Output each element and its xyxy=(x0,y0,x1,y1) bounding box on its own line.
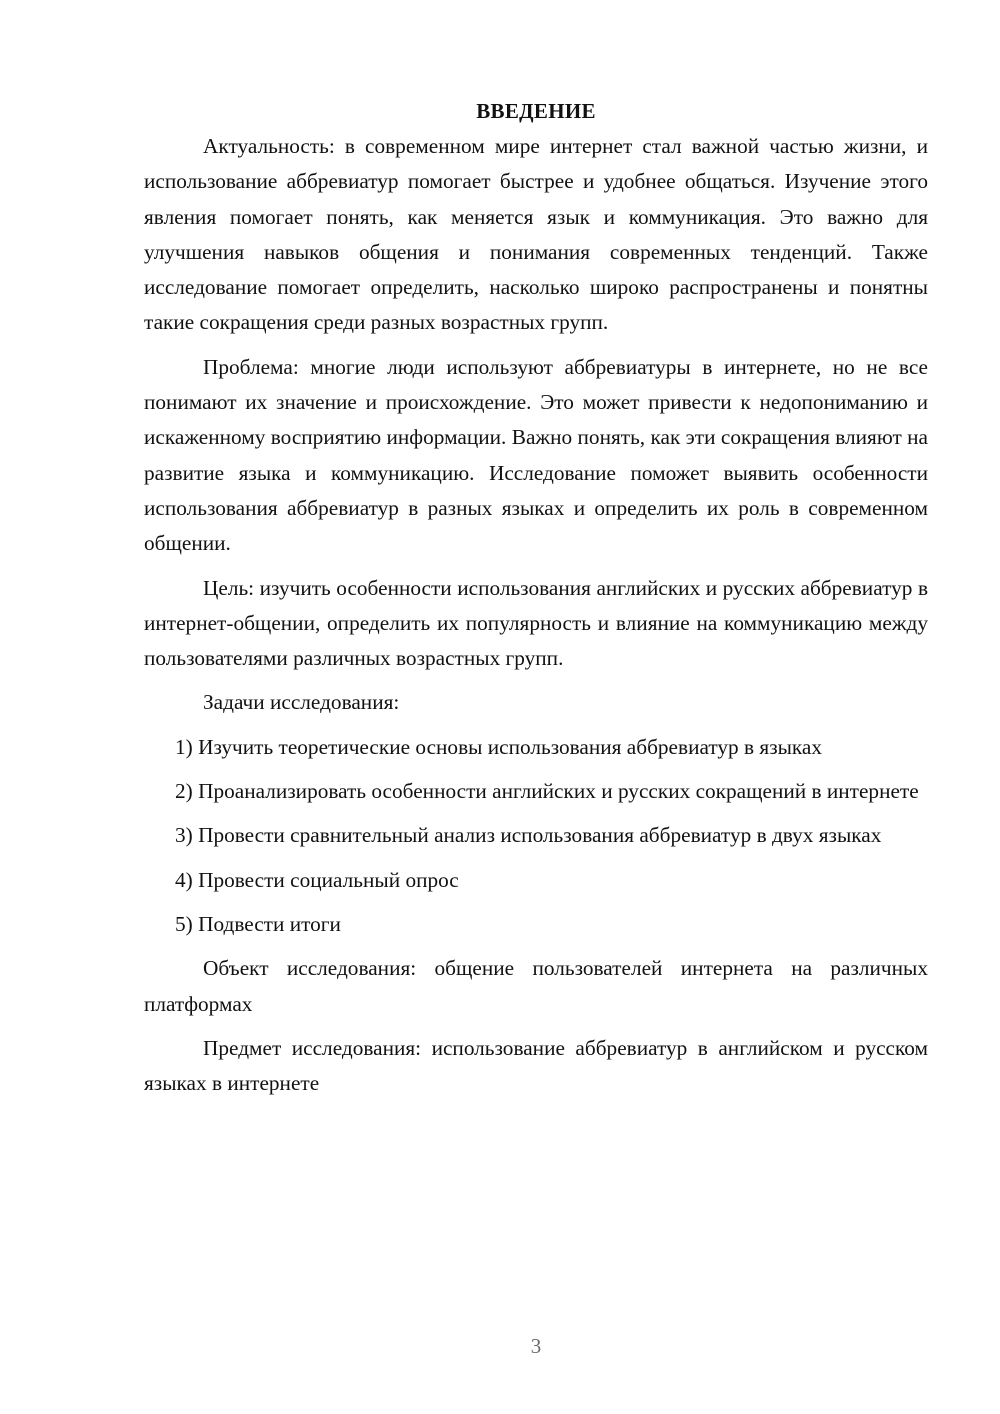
task-item: 4) Провести социальный опрос xyxy=(175,867,459,892)
paragraph-object: Объект исследования: общение пользователей интернета на различных платформах xyxy=(144,956,928,1016)
paragraph-subject: Предмет исследования: использование аббревиатур в английском и русском языках в интернете xyxy=(144,1035,928,1096)
task-item: 2) Проанализировать особенности английских и русских сокращений в интернете xyxy=(175,779,919,804)
task-item: 5) Подвести итоги xyxy=(175,911,341,936)
task-item: 3) Провести сравнительный анализ использования аббревиатур в двух языках xyxy=(175,823,882,848)
paragraph-problem: Проблема: многие люди используют аббревиатуры в интернете, но не все понимают их значение и происхождение. Это может привести к недопониманию и искаженному восприятию информации. Важно понять, как эти сокращения влияют на развитие языка и коммуникацию. Исследование поможет выявить особенности использования аббревиатур в разных языках и определить их роль в современном общении. xyxy=(144,354,928,556)
paragraph-goal: Цель: изучить особенности использования английских и русских аббревиатур в интернет-общении, определить их популярность и влияние на коммуникацию между пользователями различных возрастных групп. xyxy=(144,575,928,671)
task-item: 1) Изучить теоретические основы использования аббревиатур в языках xyxy=(175,734,823,759)
page-number: 3 xyxy=(530,1334,542,1358)
tasks-heading: Задачи исследования: xyxy=(203,690,400,715)
paragraph-relevance: Актуальность: в современном мире интернет стал важной частью жизни, и использование аббревиатур помогает быстрее и удобнее общаться. Изучение этого явления помогает понять, как меняется язык и коммуникация. Это важно для улучшения навыков общения и понимания современных тенденций. Также исследование помогает определить, насколько широко распространены и понятны такие сокращения среди разных возрастных групп. xyxy=(144,134,928,335)
page-body xyxy=(144,95,928,1110)
page-title: ВВЕДЕНИЕ xyxy=(476,99,596,123)
